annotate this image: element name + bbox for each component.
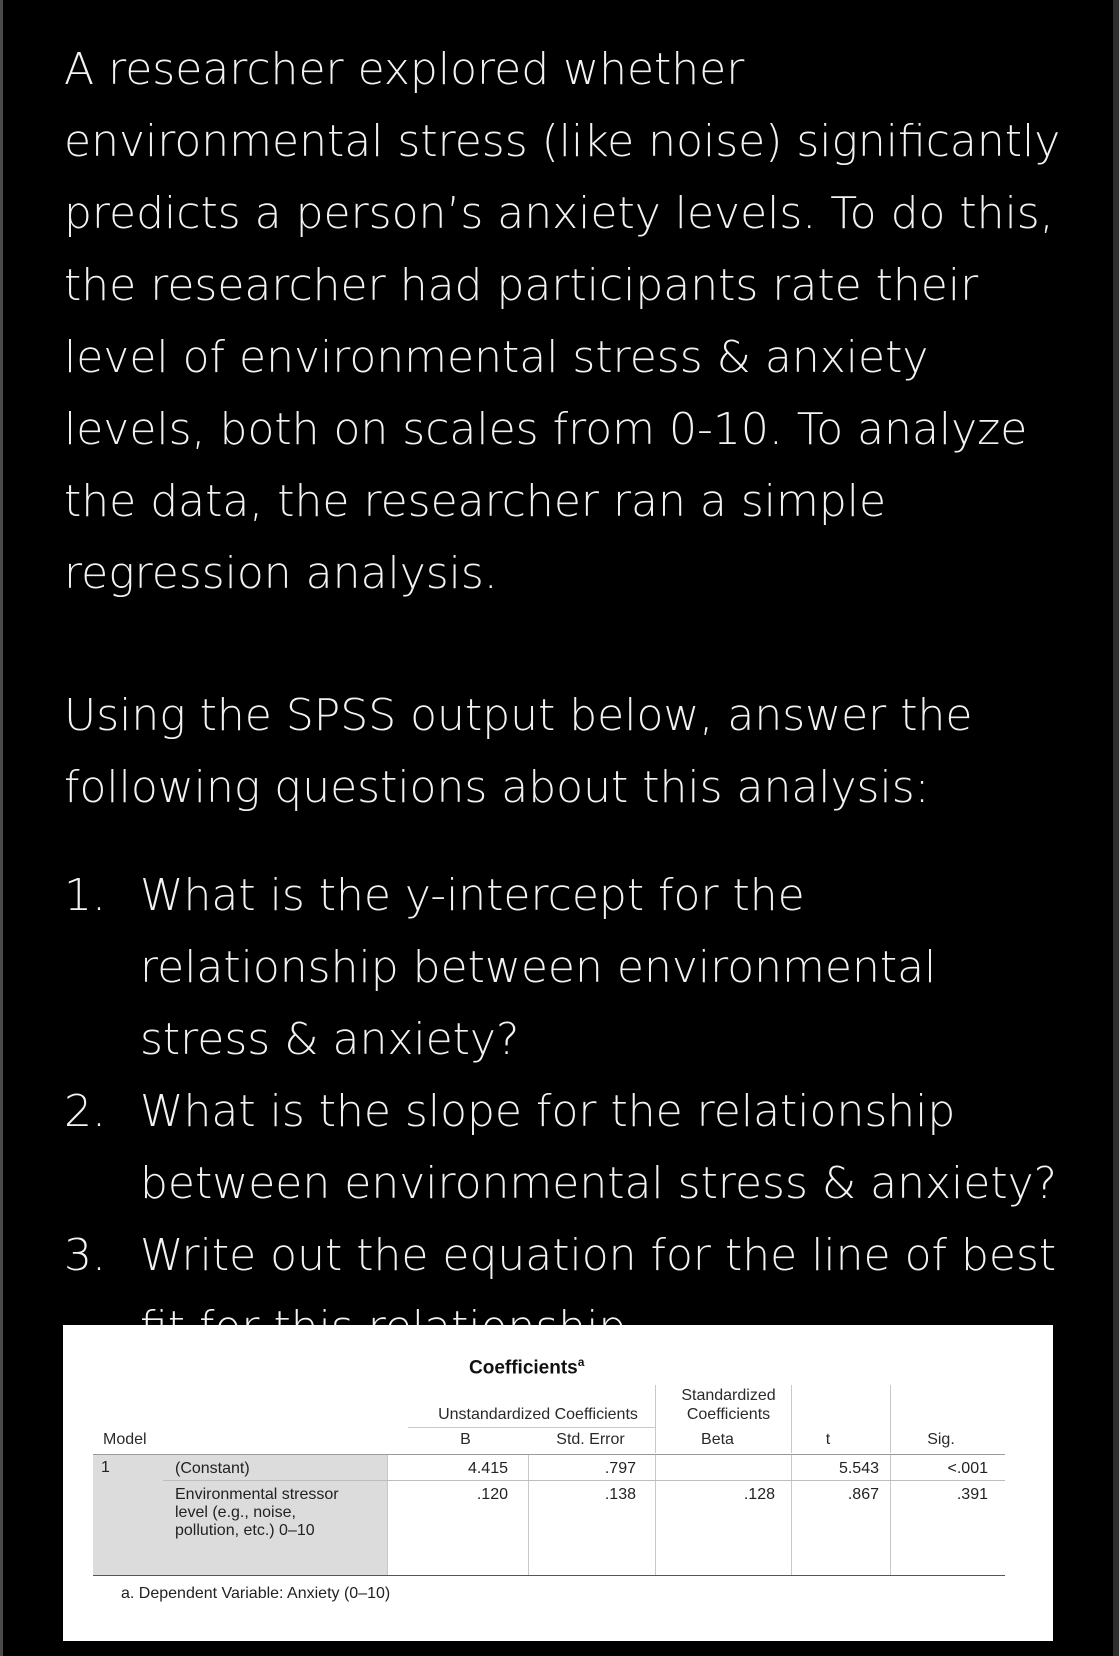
question-number: 1. [64,870,106,921]
cell-t: .867 [847,1486,879,1503]
header-sig: Sig. [927,1431,955,1448]
column-divider [791,1385,792,1453]
cell-beta: .128 [743,1486,775,1503]
header-std-error: Std. Error [556,1431,625,1448]
table-footnote: a. Dependent Variable: Anxiety (0–10) [121,1585,391,1602]
header-beta: Beta [701,1431,734,1448]
cell-b: .120 [476,1486,508,1503]
column-divider [890,1385,891,1453]
cell-sig: <.001 [947,1460,988,1477]
table-bottom-rule [93,1575,1005,1576]
cell-t: 5.543 [838,1460,879,1477]
header-t: t [825,1431,831,1448]
header-unstandardized: Unstandardized Coefficients [438,1406,638,1423]
column-divider [387,1455,388,1575]
subheader-rule [408,1427,655,1428]
model-number: 1 [101,1459,110,1476]
cell-std-error: .797 [604,1460,636,1477]
left-frame-border [0,0,3,1656]
row-divider [163,1480,1005,1481]
question-text: What is the slope for the relationship between environmental stress & anxiety? [140,1086,1057,1209]
question-number: 3. [64,1230,106,1281]
header-standardized-line1: Standardized [681,1387,776,1404]
instruction-paragraph: Using the SPSS output below, answer the following questions about this analysis: [64,690,973,813]
question-text: Write out the equation for the line of best [140,1230,1057,1281]
question-list [64,860,1074,1364]
cell-std-error: .138 [604,1486,636,1503]
row-label-line: Environmental stressor [175,1486,339,1503]
row-label-predictor [175,1486,339,1540]
header-standardized-line2: Coefficients [686,1406,771,1423]
question-item [64,860,1074,1076]
table-title-superscript: a [577,1355,585,1369]
cell-sig: .391 [956,1486,988,1503]
cell-b: 4.415 [467,1460,508,1477]
header-model: Model [103,1431,147,1448]
row-label-line: pollution, etc.) 0–10 [175,1522,315,1539]
intro-paragraph: A researcher explored whether environmental stress (like noise) significantly predicts a person’s anxiety levels. To do this, the researcher had participants rate their level of environmental stress & anxiety levels, both on scales from 0-10. To analyze the data, the researcher ran a simple regression analysis. [64,44,1061,599]
right-frame-border [1113,0,1119,1656]
question-number: 2. [64,1086,106,1137]
question-text: What is the y-intercept for the relationship between environmental stress & anxiety? [140,870,937,1065]
column-divider [655,1385,656,1453]
column-divider [655,1455,656,1575]
row-label-line: level (e.g., noise, [175,1504,296,1521]
row-label-constant: (Constant) [175,1460,250,1477]
table-title: Coefficients$^a$ [469,1355,585,1379]
question-item [64,1076,1074,1220]
header-b: B [460,1431,471,1448]
spss-coefficients-table [63,1325,1053,1641]
